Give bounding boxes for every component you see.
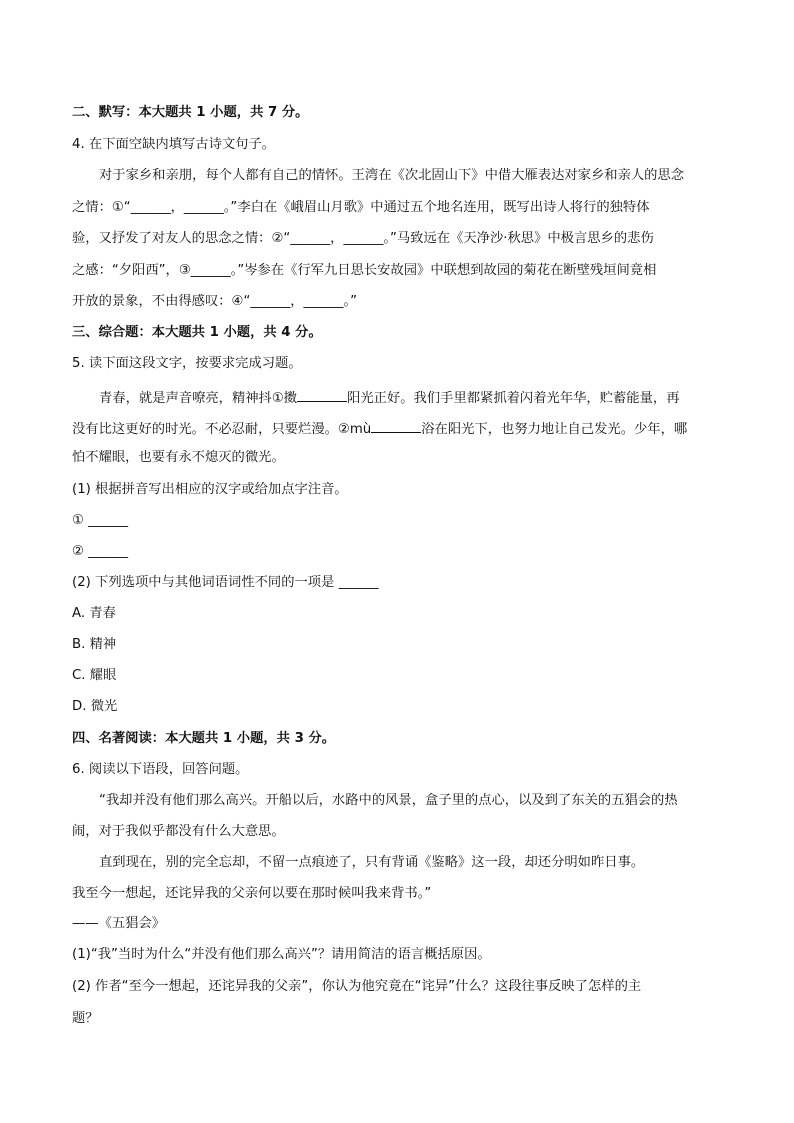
question-6-passage-line-1: “我却并没有他们那么高兴。开船以后，水路中的风景，盒子里的点心，以及到了东关的五猖会的热 [99, 793, 678, 808]
question-4-line-5: 开放的景象，不由得感叹：④“______，______。” [72, 294, 357, 309]
question-4-stem: 4. 在下面空缺内填写古诗文句子。 [72, 137, 276, 152]
section-heading-comprehensive: 三、综合题：本大题共 1 小题，共 4 分。 [72, 325, 322, 340]
question-5-passage-line-2 [72, 418, 722, 439]
option-a: A. 青春 [72, 606, 116, 621]
option-c: C. 耀眼 [72, 668, 117, 683]
question-6-passage-line-2: 闹，对于我似乎都没有什么大意思。 [72, 824, 285, 839]
question-4-line-2: 之情：①“______，______。”李白在《峨眉山月歌》中通过五个地名连用，既写出诗人将行的独特体 [72, 200, 650, 215]
question-6-sub-1: (1)“我”当时为什么“并没有他们那么高兴”？请用简洁的语言概括原因。 [72, 947, 491, 962]
answer-line-1: ① ______ [72, 513, 129, 528]
question-5-stem: 5. 读下面这段文字，按要求完成习题。 [72, 356, 302, 371]
section-heading-classics: 四、名著阅读：本大题共 1 小题，共 3 分。 [72, 731, 336, 746]
passage-text: 浴在阳光下，也努力地让自己发光。少年，哪 [421, 422, 688, 437]
question-5-sub-1: (1) 根据拼音写出相应的汉字或给加点字注音。 [72, 482, 348, 497]
passage-text: 青春，就是声音嘹亮，精神抖①擞 [99, 391, 298, 406]
answer-line-2: ② ______ [72, 544, 129, 559]
question-6-passage-line-4: 我至今一想起，还诧异我的父亲何以要在那时候叫我来背书。” [72, 886, 432, 901]
question-6-passage-line-3: 直到现在，别的完全忘却，不留一点痕迹了，只有背诵《鉴略》这一段，却还分明如昨日事。 [99, 855, 645, 870]
question-6-source: ——《五猖会》 [72, 916, 166, 931]
question-6-sub-2-line-2: 题？ [72, 1011, 99, 1026]
option-d: D. 微光 [72, 699, 118, 714]
answer-blank[interactable] [297, 387, 347, 402]
option-b: B. 精神 [72, 637, 117, 652]
section-heading-dictation: 二、默写：本大题共 1 小题，共 7 分。 [72, 105, 309, 120]
passage-text: 阳光正好。我们手里都紧抓着闪着光年华，贮蓄能量，再 [347, 391, 680, 406]
question-4-line-1: 对于家乡和亲朋，每个人都有自己的情怀。王湾在《次北固山下》中借大雁表达对家乡和亲人的思念 [99, 168, 685, 183]
question-5-sub-2: (2) 下列选项中与其他词语词性不同的一项是 ______ [72, 575, 379, 590]
question-6-stem: 6. 阅读以下语段，回答问题。 [72, 762, 249, 777]
question-4-line-4: 之感：“夕阳西”，③______。”岑参在《行军九日思长安故园》中联想到故园的菊花在断壁残垣间竟相 [72, 263, 657, 278]
answer-blank[interactable] [371, 418, 421, 433]
question-5-passage-line-1 [99, 387, 722, 408]
question-6-sub-2-line-1: (2) 作者“至今一想起，还诧异我的父亲”，你认为他究竟在“诧异”什么？这段往事反映了怎样的主 [72, 979, 642, 994]
passage-text: 没有比这更好的时光。不必忍耐，只要烂漫。②mù [72, 422, 372, 437]
question-5-passage-line-3: 怕不耀眼，也要有永不熄灭的微光。 [72, 450, 285, 465]
question-4-line-3: 验，又抒发了对友人的思念之情：②“______，______。”马致远在《天净沙·秋思》中极言思乡的悲伤 [72, 231, 654, 246]
